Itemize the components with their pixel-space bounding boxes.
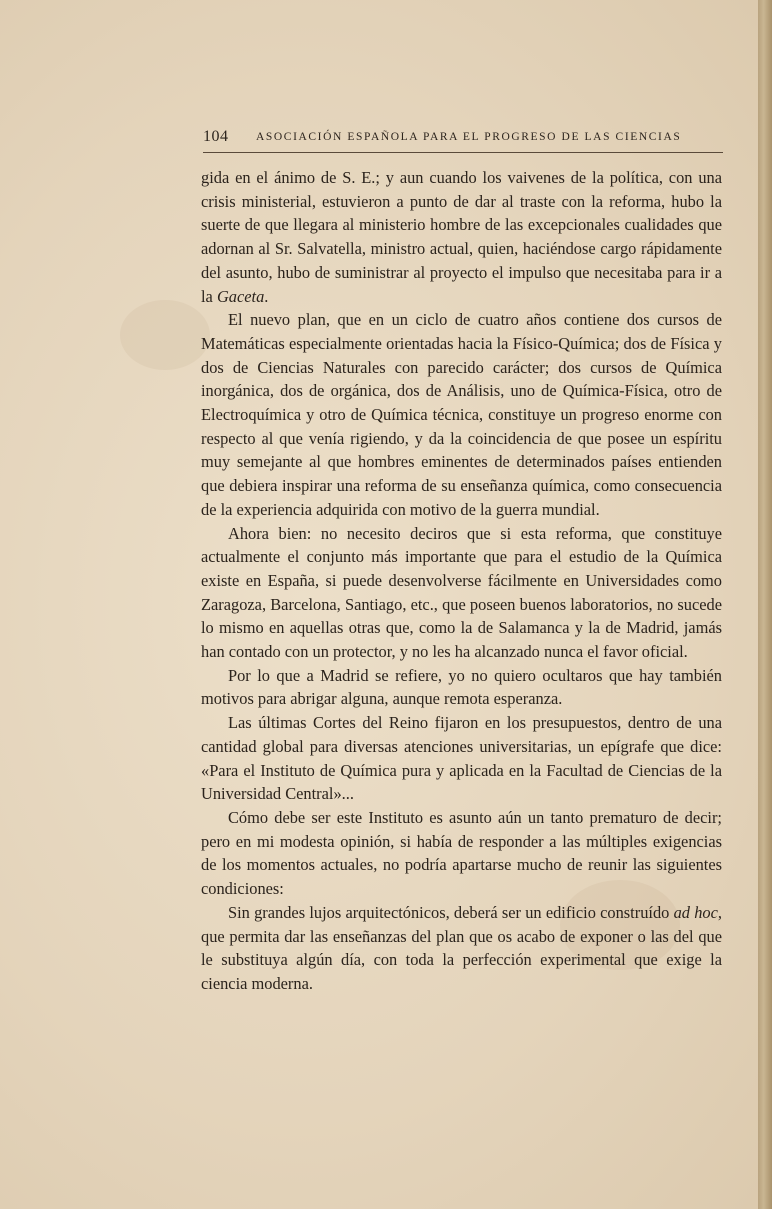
italic-text: Gaceta — [216, 286, 265, 306]
paper-stain — [120, 300, 210, 370]
paragraph: El nuevo plan, que en un ciclo de cuatro años contiene dos cursos de Matemáticas especialmente orientadas hacia la Físico-Química; dos de Física y dos de Ciencias Naturales con parecido carácter; dos cursos de Química inorgánica, dos de orgánica, dos de Análisis, uno de Química-Física, otro de Electroquímica y otro de Química técnica, constituye un progreso enorme con respecto al que venía rigiendo, y da la coincidencia de que posee un espíritu muy semejante al que hombres eminentes de determinados países entienden que debiera inspirar una reforma de su enseñanza química, como consecuencia de la experiencia adquirida con motivo de la guerra mundial. — [201, 310, 722, 519]
paragraph: Cómo debe ser este Instituto es asunto aún un tanto prematuro de decir; pero en mi modesta opinión, si había de responder a las múltiples exigencias de los momentos actuales, no podría apartarse mucho de reunir las siguientes condiciones: — [201, 807, 722, 899]
body-text — [201, 166, 722, 996]
page-number: 104 — [203, 128, 229, 145]
paragraph: Por lo que a Madrid se refiere, yo no quiero ocultaros que hay también motivos para abrigar alguna, aunque remota esperanza. — [201, 665, 722, 709]
paragraph-text: Sin grandes lujos arquitectónicos, deberá ser un edificio construído — [228, 902, 674, 922]
page-edge — [758, 0, 772, 1209]
paragraph — [201, 166, 722, 308]
paragraph — [201, 901, 722, 996]
italic-text: ad hoc — [673, 902, 718, 922]
running-title: ASOCIACIÓN ESPAÑOLA PARA EL PROGRESO DE LAS CIENCIAS — [256, 131, 682, 143]
paragraph: Las últimas Cortes del Reino fijaron en los presupuestos, dentro de una cantidad global para diversas atenciones universitarias, un epígrafe que dice: «Para el Instituto de Química pura y aplicada en la Facultad de Ciencias de la Universidad Central»... — [201, 713, 722, 804]
paragraph-text: , que permita dar las enseñanzas del plan que os acabo de exponer o las del que le substituya algún día, con toda la perfección experimental que exige la ciencia moderna. — [201, 902, 722, 993]
page-header — [203, 128, 723, 153]
paragraph-text: gida en el ánimo de S. E.; y aun cuando los vaivenes de la política, con una crisis ministerial, estuvieron a punto de dar al traste con la reforma, hubo la suerte de que llegara al ministerio hombre de las excepcionales cualidades que adornan al Sr. Salvatella, ministro actual, quien, haciéndose cargo rápidamente del asunto, hubo de suministrar al proyecto el impulso que necesitaba para ir a la — [201, 168, 722, 306]
paragraph-text: . — [264, 286, 269, 306]
paragraph: Ahora bien: no necesito deciros que si esta reforma, que constituye actualmente el conjunto más importante que para el estudio de la Química existe en España, si puede desenvolverse fácilmente en Universidades como Zaragoza, Barcelona, Santiago, etc., que poseen buenos laboratorios, no sucede lo mismo en aquellas otras que, como la de Salamanca y la de Madrid, jamás han contado con un protector, y no les ha alcanzado nunca el favor oficial. — [201, 523, 722, 662]
